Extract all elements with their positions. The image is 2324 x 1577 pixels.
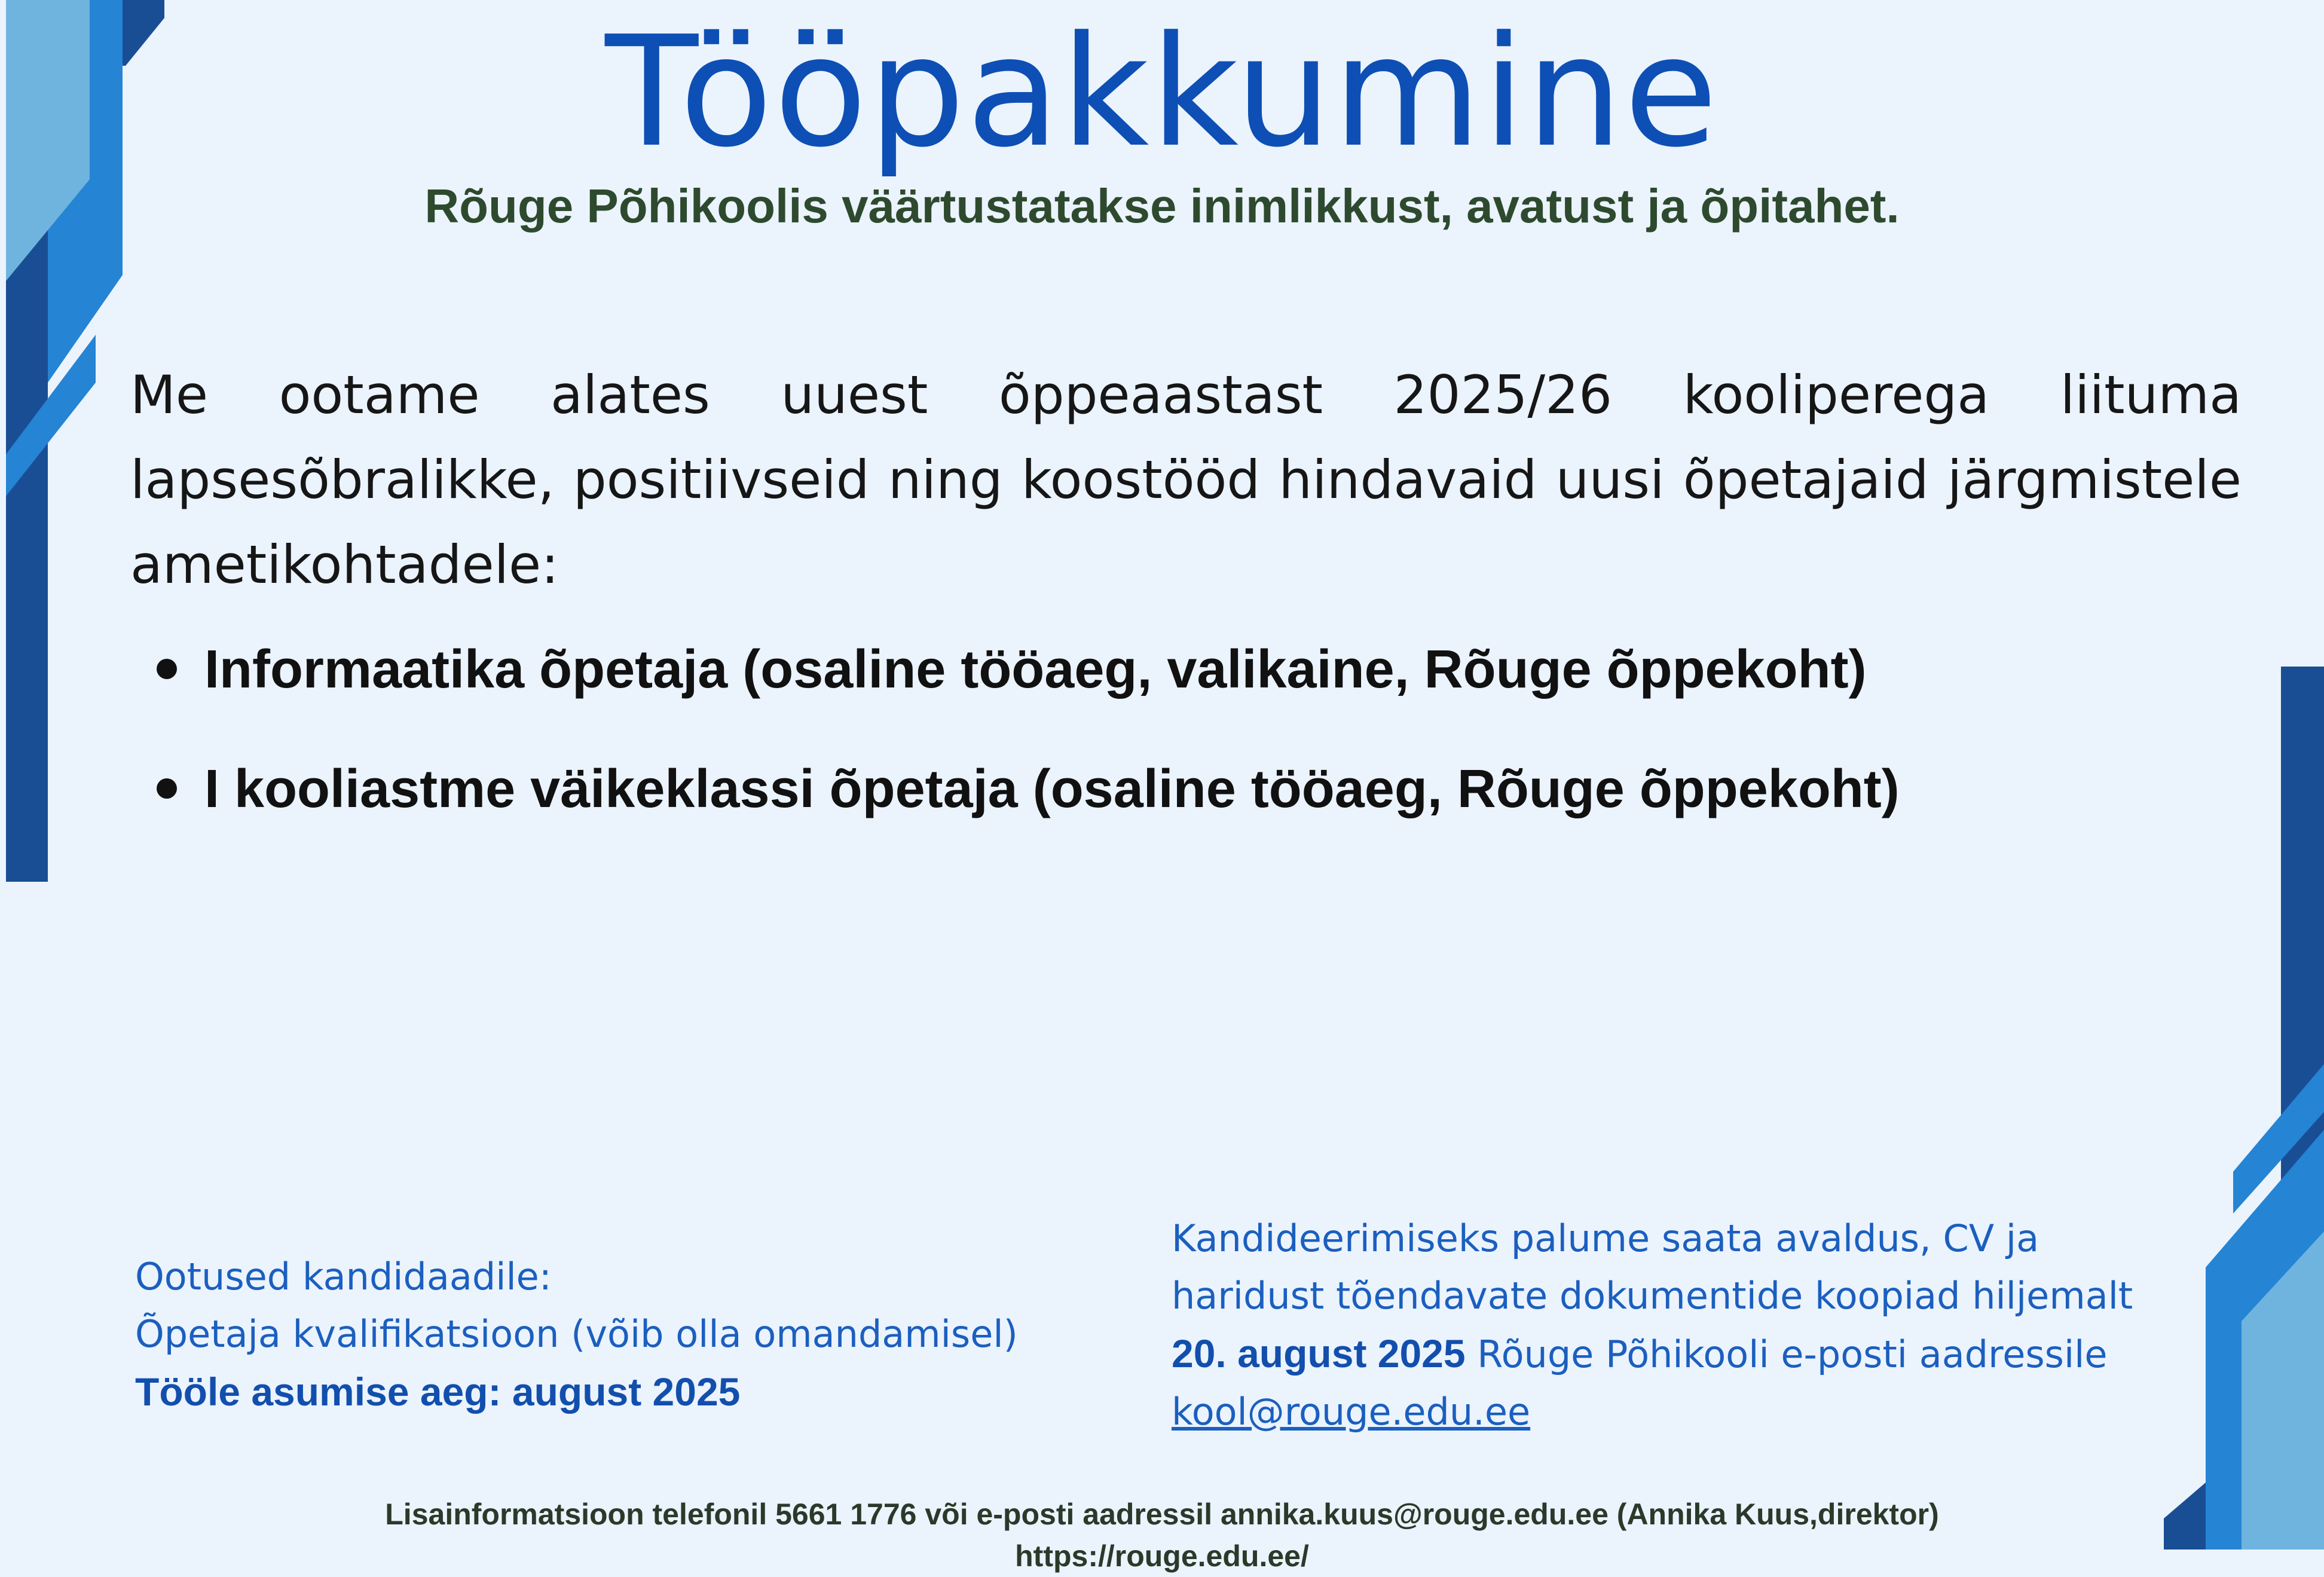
- footer-website-link[interactable]: https://rouge.edu.ee/: [1015, 1539, 1309, 1573]
- bottom-right-accent-stripe: [2233, 1064, 2324, 1214]
- application-line-3: [1172, 1325, 2188, 1383]
- expectations-block: [135, 1248, 1151, 1420]
- bottom-right-dark-bar: [2281, 667, 2324, 1550]
- start-date-text: Tööle asumise aeg: august 2025: [135, 1370, 741, 1414]
- application-email-link[interactable]: kool@rouge.edu.ee: [1172, 1390, 1531, 1434]
- application-line-3-rest: Rõuge Põhikooli e-posti aadressile: [1465, 1332, 2108, 1376]
- deadline-date: 20. august 2025: [1172, 1331, 1466, 1376]
- position-item: [130, 634, 2258, 753]
- position-item: [130, 753, 2258, 873]
- application-line-2: haridust tõendavate dokumentide koopiad hiljemalt: [1172, 1274, 2133, 1318]
- position-label: Informaatika õpetaja (osaline tööaeg, valikaine, Rõuge õppekoht): [204, 640, 1867, 699]
- intro-paragraph: Me ootame alates uuest õppeaastast 2025/26 kooliperega liituma lapsesõbralikke, positiivseid ning koostööd hindavaid uusi õpetajaid järgmistele ametikohtadele:: [130, 364, 2242, 595]
- school-tagline: Rõuge Põhikoolis väärtustatakse inimlikkust, avatust ja õpitahet.: [424, 179, 1900, 233]
- positions-list: [130, 634, 2258, 873]
- bullet-icon: [157, 659, 177, 679]
- position-label: I kooliastme väikeklassi õpetaja (osaline tööaeg, Rõuge õppekoht): [204, 759, 1900, 819]
- top-left-accent-stripe: [6, 335, 96, 496]
- bullet-icon: [157, 778, 177, 799]
- page-title: Tööpakkumine: [605, 4, 1719, 181]
- footer-contact-info: Lisainformatsioon telefonil 5661 1776 või e-posti aadressil annika.kuus@rouge.edu.ee (Annika Kuus,direktor): [385, 1497, 1939, 1531]
- bottom-right-mid-bar: [2206, 1130, 2324, 1550]
- qualification-text: Õpetaja kvalifikatsioon (võib olla omandamisel): [135, 1312, 1018, 1356]
- expectations-heading: Ootused kandidaadile:: [135, 1255, 552, 1298]
- application-line-1: Kandideerimiseks palume saata avaldus, CV ja: [1172, 1217, 2039, 1260]
- application-block: [1172, 1210, 2188, 1441]
